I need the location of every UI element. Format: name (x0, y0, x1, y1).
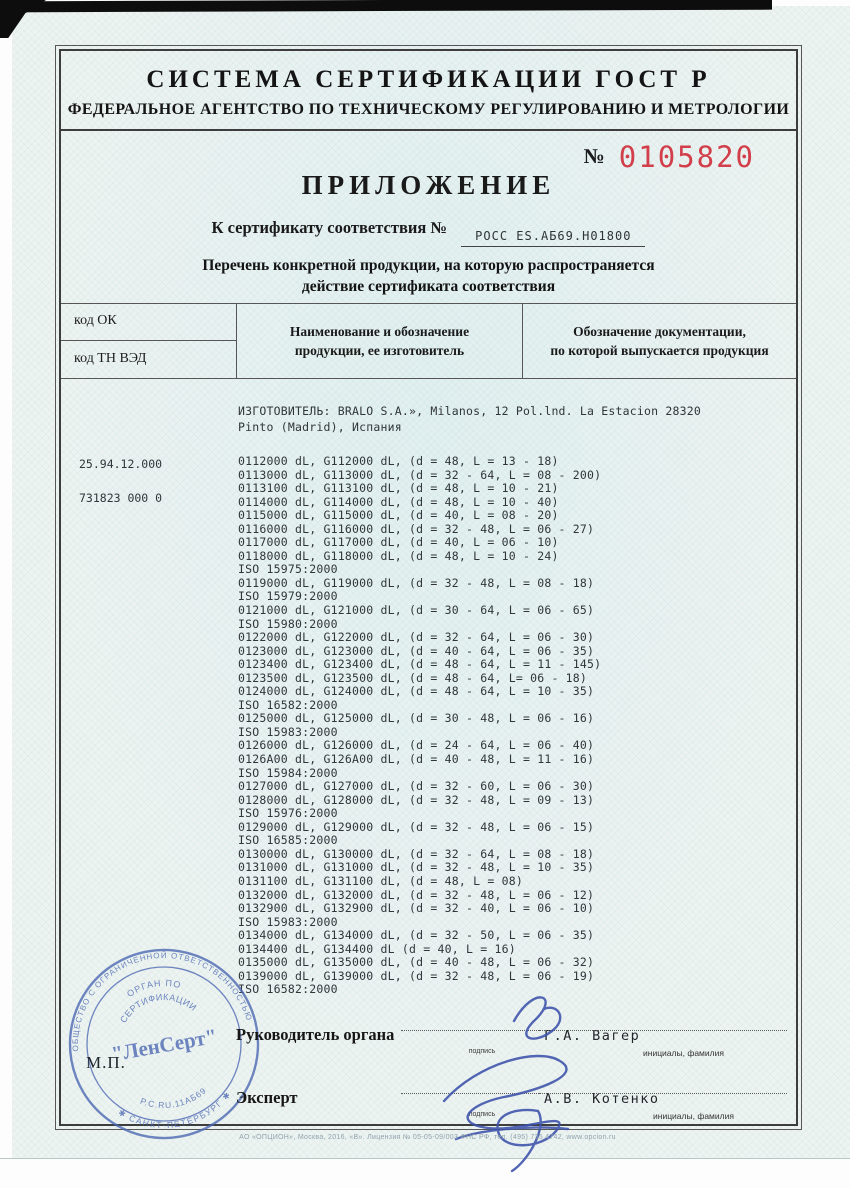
product-line: 0134000 dL, G134000 dL, (d = 32 - 50, L = 06 - 35) (238, 928, 595, 943)
product-line: 0130000 dL, G130000 dL, (d = 32 - 64, L = 08 - 18) (238, 846, 595, 861)
agency-title: ФЕДЕРАЛЬНОЕ АГЕНТСТВО ПО ТЕХНИЧЕСКОМУ РЕГУЛИРОВАНИЮ И МЕТРОЛОГИИ (67, 101, 790, 118)
products-subtitle-line2: действие сертификата соответствия (301, 278, 556, 295)
stamp-certification-text: СЕРТИФИКАЦИИ (118, 991, 199, 1025)
manufacturer-info (238, 403, 701, 435)
head-name: Г.А. Вагер (544, 1028, 641, 1044)
spec-table-header (61, 303, 796, 379)
blank-number (584, 140, 755, 174)
certificate-header (56, 46, 801, 119)
document-title: ПРИЛОЖЕНИЕ (301, 170, 556, 200)
stamp-org-name: "ЛенСерт" (109, 1023, 219, 1067)
product-line: ISO 16582:2000 (238, 697, 338, 712)
docs-header-line1: Обозначение документации, (573, 324, 746, 339)
code-tnved-value: 731823 000 0 (79, 491, 163, 505)
expert-signature-caption: подпись (468, 1111, 496, 1118)
name-header-line2: продукции, ее изготовитель (294, 343, 465, 358)
system-title: СИСТЕМА СЕРТИФИКАЦИИ ГОСТ Р (146, 66, 711, 93)
spec-table-name-column (237, 304, 523, 378)
spec-table-code-column (61, 304, 237, 378)
product-line: 0123500 dL, G123500 dL, (d = 48 - 64, L= 06 - 18) (238, 670, 588, 685)
product-line: 0121000 dL, G121000 dL, (d = 30 - 64, L = 06 - 65) (238, 603, 595, 618)
product-line: ISO 15980:2000 (238, 616, 338, 631)
products-subtitle-line1: Перечень конкретной продукции, на которую распространяется (202, 257, 655, 274)
product-line: 0112000 dL, G112000 dL, (d = 48, L = 13 - 18) (238, 454, 559, 468)
stamp-ring-bottom-text: ✱ САНКТ-ПЕТЕРБУРГ ✱ (116, 1088, 234, 1131)
seal-place-label: М.П. (86, 1053, 126, 1072)
product-line: 0124000 dL, G124000 dL, (d = 48 - 64, L = 10 - 35) (238, 684, 595, 699)
product-line: 0113100 dL, G113100 dL, (d = 48, L = 10 - 21) (238, 481, 559, 496)
certificate-reference-value: РОСС ES.АБ69.Н01800 (461, 229, 645, 247)
head-name-caption: инициалы, фамилия (643, 1048, 724, 1058)
product-line: 0117000 dL, G117000 dL, (d = 40, L = 06 - 10) (238, 535, 559, 550)
product-line: 0126000 dL, G126000 dL, (d = 24 - 64, L = 06 - 40) (238, 738, 595, 753)
product-line: ISO 15983:2000 (238, 724, 338, 739)
product-line: 0134400 dL, G134400 dL (d = 40, L = 16) (238, 941, 516, 956)
product-line: 0114000 dL, G114000 dL, (d = 48, L = 10 - 40) (238, 494, 559, 509)
product-line: 0131000 dL, G131000 dL, (d = 32 - 48, L = 10 - 35) (238, 860, 595, 875)
product-line: 0113000 dL, G113000 dL, (d = 32 - 64, L = 08 - 200) (238, 467, 602, 482)
certificate-reference-label: К сертификату соответствия № (211, 218, 448, 237)
product-list (238, 455, 601, 997)
certificate-frame (55, 45, 802, 1130)
product-line: 0115000 dL, G115000 dL, (d = 40, L = 08 - 20) (238, 508, 559, 523)
manufacturer-line1: ИЗГОТОВИТЕЛЬ: BRALO S.A.», Milanos, 12 Pol.lnd. La Estacion 28320 (238, 404, 702, 418)
product-line: ISO 15984:2000 (238, 765, 338, 780)
product-line: 0125000 dL, G125000 dL, (d = 30 - 48, L = 06 - 16) (238, 711, 595, 726)
product-line: 0119000 dL, G119000 dL, (d = 32 - 48, L = 08 - 18) (238, 575, 595, 590)
expert-role-label: Эксперт (236, 1088, 298, 1107)
product-line: ISO 16582:2000 (238, 982, 338, 997)
code-ok-value: 25.94.12.000 (79, 457, 163, 471)
product-line: ISO 16585:2000 (238, 833, 338, 848)
product-line: 0116000 dL, G116000 dL, (d = 32 - 48, L = 06 - 27) (238, 521, 595, 536)
svg-text:Р.С.RU.11АБ69 (137, 1084, 210, 1115)
product-line: 0135000 dL, G135000 dL, (d = 40 - 48, L = 06 - 32) (238, 955, 595, 970)
number-sign: № (583, 144, 605, 168)
stamp-organ-text: ОРГАН ПО (125, 977, 183, 1000)
product-line: ISO 15975:2000 (238, 562, 338, 577)
head-signature-caption: подпись (468, 1048, 496, 1055)
product-line: 0118000 dL, G118000 dL, (d = 48, L = 10 - 24) (238, 548, 559, 563)
products-subtitle (56, 255, 801, 297)
code-tnved-header: код ТН ВЭД (74, 351, 147, 366)
head-of-body-role-label: Руководитель органа (236, 1025, 395, 1044)
printing-house-info: АО «ОПЦИОН», Москва, 2016, «В». Лицензия № 05-05-09/003 ФНС РФ, тел. (495) 735 4742, www.opcion.ru (239, 1134, 616, 1141)
product-line: 0127000 dL, G127000 dL, (d = 32 - 60, L = 06 - 30) (238, 779, 595, 794)
certificate-reference (56, 218, 801, 247)
product-line: 0129000 dL, G129000 dL, (d = 32 - 48, L = 06 - 15) (238, 819, 595, 834)
docs-header-line2: по которой выпускается продукция (550, 343, 769, 358)
stamp-ring-top-text: ОБЩЕСТВО С ОГРАНИЧЕННОЙ ОТВЕТСТВЕННОСТЬЮ (70, 950, 254, 1052)
expert-name: А.В. Котенко (544, 1091, 660, 1107)
spec-table-docs-column (523, 304, 796, 378)
product-line: 0126A00 dL, G126A00 dL, (d = 40 - 48, L = 11 - 16) (238, 752, 595, 767)
manufacturer-line2: Pinto (Madrid), Испания (238, 420, 402, 434)
name-header-line1: Наименование и обозначение (289, 324, 470, 339)
svg-text:✱ САНКТ-ПЕТЕРБУРГ ✱ (115, 1088, 237, 1139)
product-line: 0132900 dL, G132900 dL, (d = 32 - 40, L = 06 - 10) (238, 901, 595, 916)
code-ok-header: код ОК (61, 304, 236, 341)
blank-number-value: 0105820 (618, 140, 755, 174)
product-line: 0128000 dL, G128000 dL, (d = 32 - 48, L = 09 - 13) (238, 792, 595, 807)
certificate-reference-value-wrap (461, 229, 645, 247)
handwritten-signatures (386, 979, 616, 1174)
product-line: 0123000 dL, G123000 dL, (d = 40 - 64, L = 06 - 35) (238, 643, 595, 658)
expert-name-caption: инициалы, фамилия (653, 1111, 734, 1121)
header-divider (61, 129, 796, 131)
product-line: 0131100 dL, G131100 dL, (d = 48, L = 08) (238, 873, 523, 888)
product-line: 0123400 dL, G123400 dL, (d = 48 - 64, L = 11 - 145) (238, 657, 602, 672)
product-line: 0139000 dL, G139000 dL, (d = 32 - 48, L = 06 - 19) (238, 968, 595, 983)
stamp-registration-number: Р.С.RU.11АБ69 (138, 1085, 209, 1111)
product-line: ISO 15979:2000 (238, 589, 338, 604)
product-line: 0122000 dL, G122000 dL, (d = 32 - 64, L = 06 - 30) (238, 630, 595, 645)
product-line: ISO 15983:2000 (238, 914, 338, 929)
product-line: 0132000 dL, G132000 dL, (d = 32 - 48, L = 06 - 12) (238, 887, 595, 902)
product-line: ISO 15976:2000 (238, 806, 338, 821)
